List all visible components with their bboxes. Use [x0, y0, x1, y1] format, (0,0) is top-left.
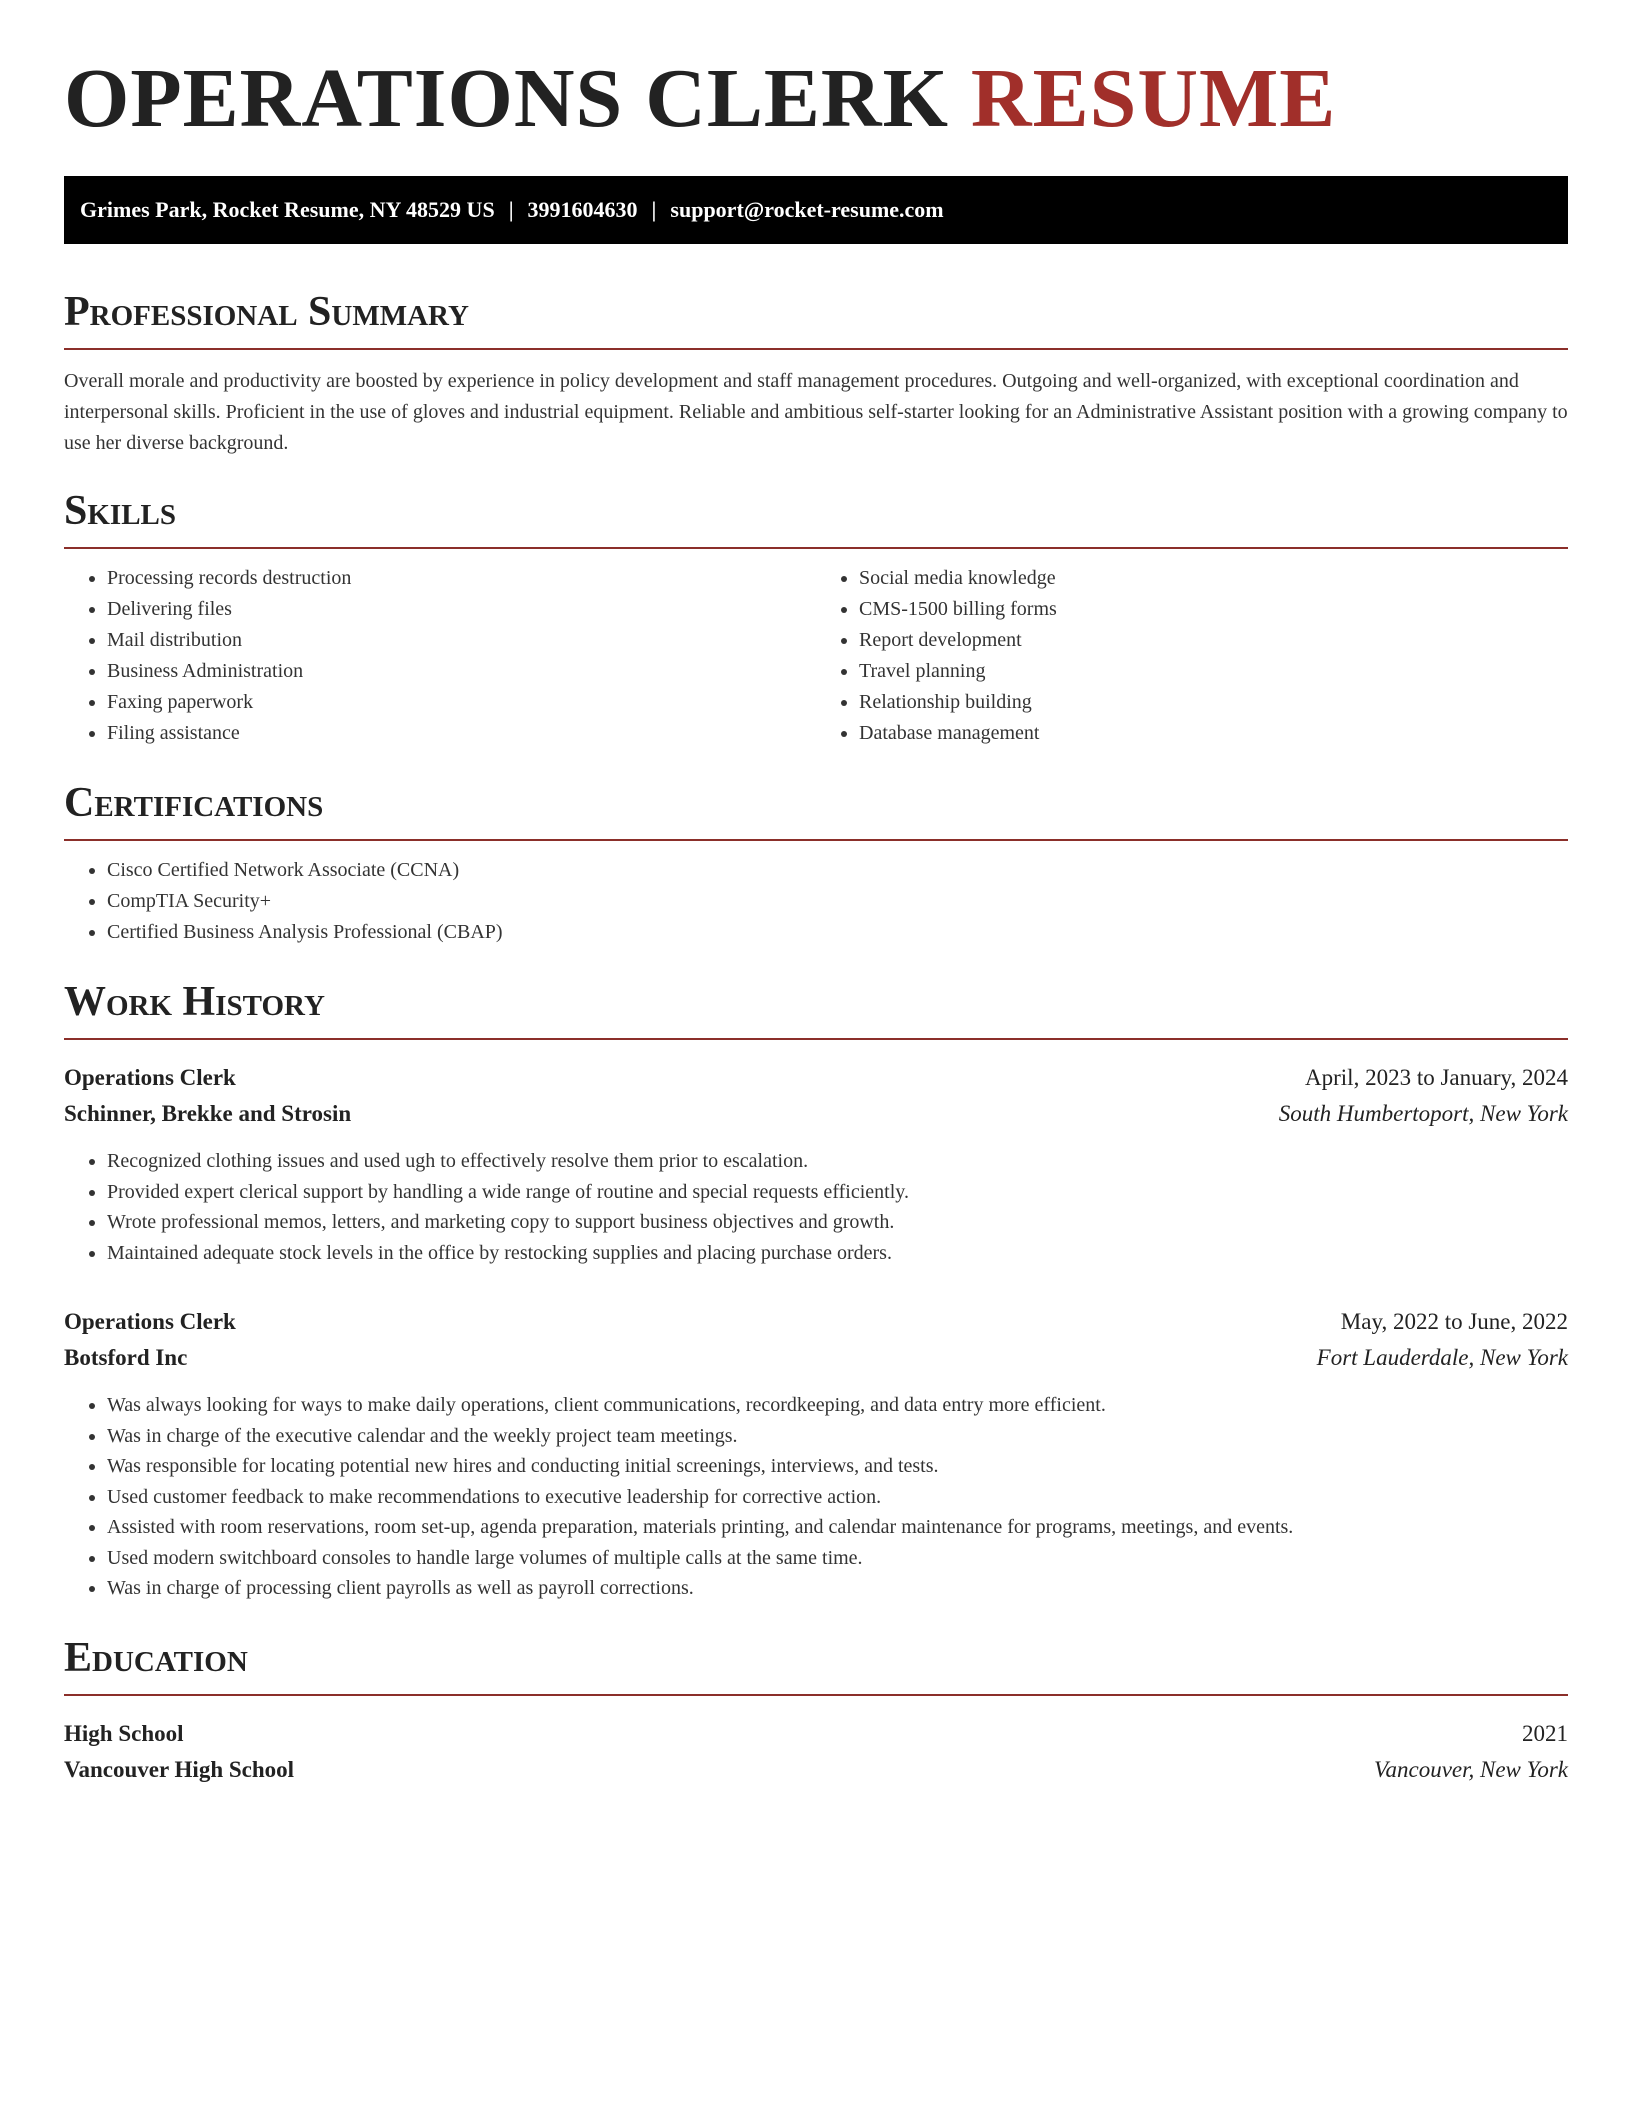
skill-item: • Filing assistance — [107, 718, 816, 749]
section-heading-education: Education — [64, 1634, 1568, 1696]
skill-item: • Database management — [859, 718, 1568, 749]
job-bullets — [64, 1390, 1568, 1604]
education-location: Vancouver, New York — [1373, 1756, 1568, 1782]
skills-grid — [64, 563, 1568, 749]
job-company: Botsford Inc — [64, 1345, 188, 1370]
skill-item: • Faxing paperwork — [107, 687, 816, 718]
contact-separator: | — [508, 197, 514, 222]
section-heading-work-history: Work History — [64, 978, 1568, 1040]
education-entry — [64, 1716, 1568, 1788]
contact-address: Grimes Park, Rocket Resume, NY 48529 US — [80, 197, 495, 222]
job-title-row — [64, 1304, 1568, 1340]
resume-title — [64, 0, 1568, 145]
skill-item: • Report development — [859, 625, 1568, 656]
job-bullet: • Was in charge of the executive calendar and the weekly project team meetings. — [107, 1421, 1568, 1452]
job-bullet: • Was always looking for ways to make daily operations, client communications, recordkeeping, and data entry more efficient. — [107, 1390, 1568, 1421]
certification-item: • Certified Business Analysis Professional (CBAP) — [107, 917, 1568, 948]
contact-bar — [64, 176, 1568, 244]
summary-text: Overall morale and productivity are boosted by experience in policy development and staff management procedures. Outgoing and well-organized, with exceptional coordination and interpersonal skills. Proficient in the use of gloves and industrial equipment. Reliable and ambitious self-starter looking for an Administrative Assistant position with a growing company to use her diverse background. — [64, 370, 1568, 454]
education-school-row — [64, 1752, 1568, 1788]
job-title: Operations Clerk — [64, 1065, 236, 1090]
job-company: Schinner, Brekke and Strosin — [64, 1101, 352, 1126]
certifications-list — [64, 855, 1568, 948]
contact-email: support@rocket-resume.com — [670, 197, 944, 222]
skill-item: • Travel planning — [859, 656, 1568, 687]
section-heading-summary: Professional Summary — [64, 288, 1568, 350]
job-bullets — [64, 1146, 1568, 1268]
job-title: Operations Clerk — [64, 1309, 236, 1334]
skills-column-right — [816, 563, 1568, 749]
skill-item: • Business Administration — [107, 656, 816, 687]
section-heading-skills: Skills — [64, 487, 1568, 549]
title-main: OPERATIONS CLERK — [64, 52, 949, 145]
contact-phone: 3991604630 — [527, 197, 638, 222]
job-title-row — [64, 1060, 1568, 1096]
education-year: 2021 — [1522, 1720, 1568, 1746]
job-bullet: • Provided expert clerical support by handling a wide range of routine and special requests efficiently. — [107, 1177, 1568, 1208]
skill-item: • Relationship building — [859, 687, 1568, 718]
job-location: South Humbertoport, New York — [1278, 1101, 1568, 1126]
skill-item: • Social media knowledge — [859, 563, 1568, 594]
contact-separator: | — [651, 197, 657, 222]
job-bullet: • Recognized clothing issues and used ugh to effectively resolve them prior to escalation. — [107, 1146, 1568, 1177]
job-location: Fort Lauderdale, New York — [1316, 1345, 1568, 1370]
job-bullet: • Maintained adequate stock levels in the office by restocking supplies and placing purchase orders. — [107, 1238, 1568, 1269]
skill-item: • Processing records destruction — [107, 563, 816, 594]
job-dates: April, 2023 to January, 2024 — [1305, 1065, 1568, 1090]
job-bullet: • Used customer feedback to make recommendations to executive leadership for corrective action. — [107, 1482, 1568, 1513]
job-company-row — [64, 1340, 1568, 1376]
education-degree-row — [64, 1716, 1568, 1752]
job-entry — [64, 1304, 1568, 1604]
title-accent: RESUME — [970, 52, 1337, 145]
job-entry — [64, 1060, 1568, 1268]
skill-item: • Delivering files — [107, 594, 816, 625]
job-company-row — [64, 1096, 1568, 1132]
job-bullet: • Was in charge of processing client payrolls as well as payroll corrections. — [107, 1573, 1568, 1604]
skill-item: • Mail distribution — [107, 625, 816, 656]
job-dates: May, 2022 to June, 2022 — [1340, 1309, 1568, 1334]
certification-item: • Cisco Certified Network Associate (CCNA) — [107, 855, 1568, 886]
job-bullet: • Assisted with room reservations, room set-up, agenda preparation, materials printing, and calendar maintenance for programs, meetings, and events. — [107, 1512, 1568, 1543]
skills-column-left — [64, 563, 816, 749]
education-school: Vancouver High School — [64, 1756, 295, 1782]
section-heading-certifications: Certifications — [64, 779, 1568, 841]
certification-item: • CompTIA Security+ — [107, 886, 1568, 917]
education-degree: High School — [64, 1720, 184, 1746]
skill-item: • CMS-1500 billing forms — [859, 594, 1568, 625]
job-bullet: • Was responsible for locating potential new hires and conducting initial screenings, interviews, and tests. — [107, 1451, 1568, 1482]
job-bullet: • Used modern switchboard consoles to handle large volumes of multiple calls at the same time. — [107, 1543, 1568, 1574]
job-bullet: • Wrote professional memos, letters, and marketing copy to support business objectives and growth. — [107, 1207, 1568, 1238]
